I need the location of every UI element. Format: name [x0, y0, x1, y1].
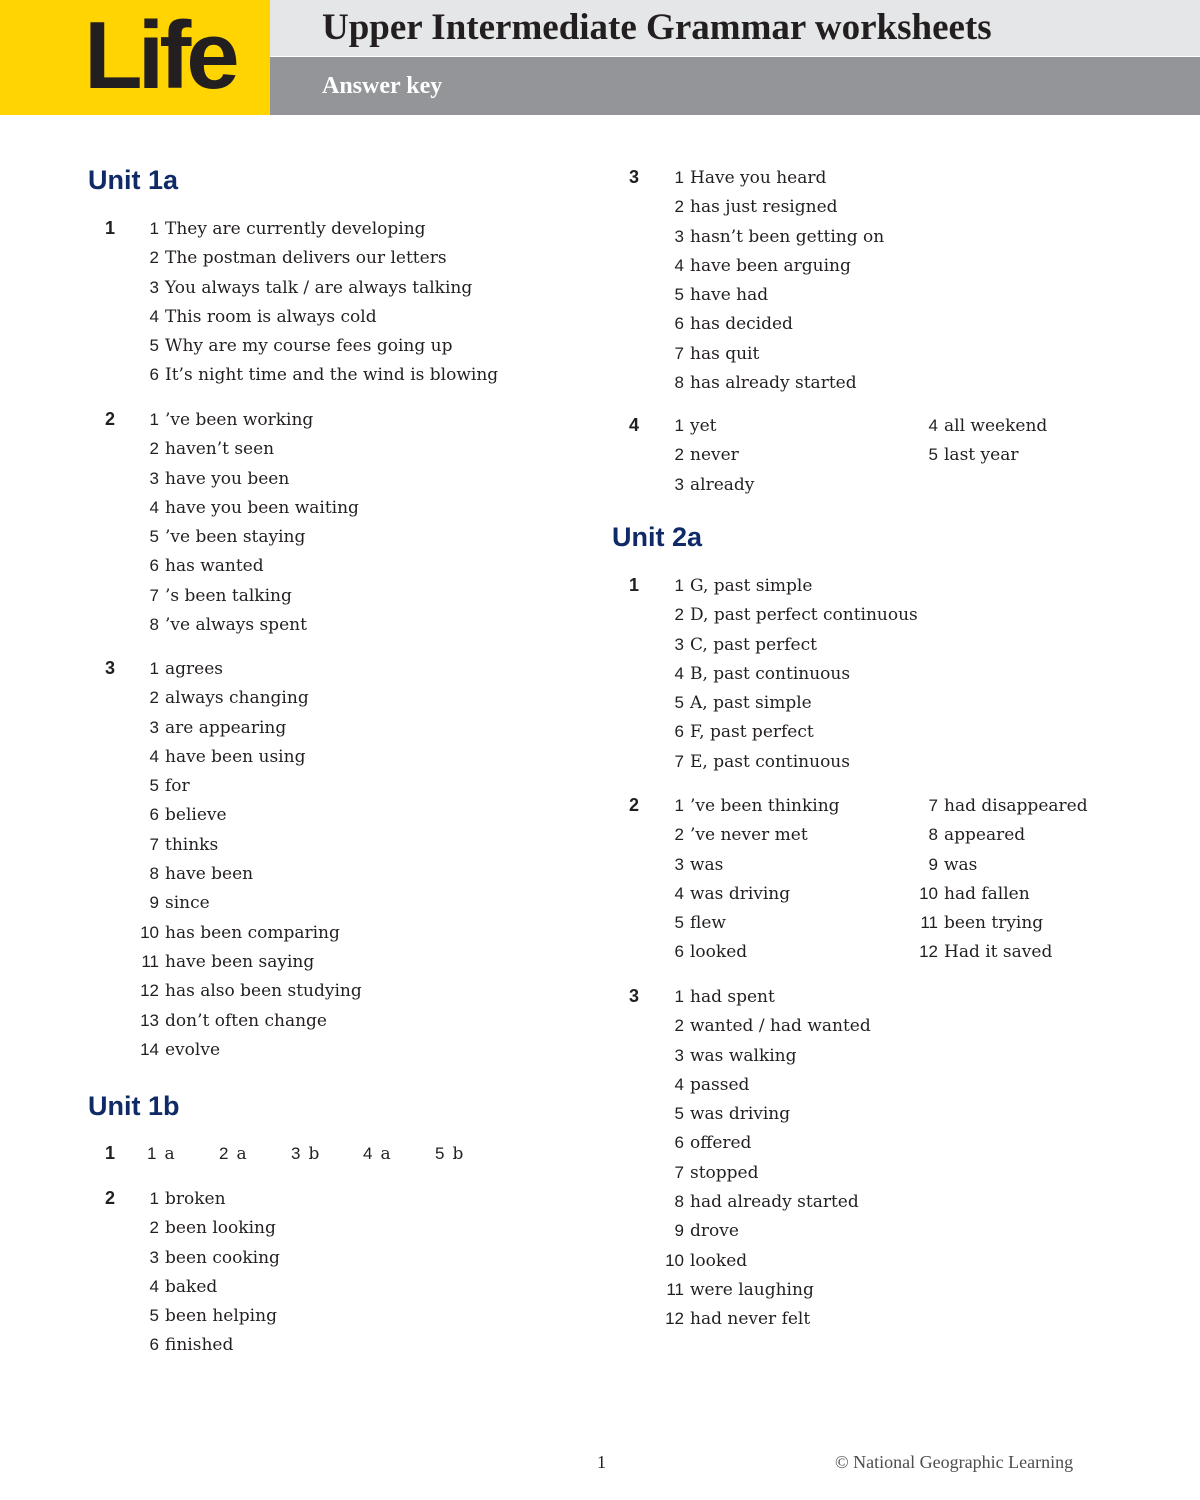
answer-item [662, 630, 918, 659]
answer-number: 8 [674, 1192, 684, 1212]
answer-text: ’ve always spent [165, 615, 307, 636]
answer-text: always changing [165, 688, 309, 709]
exercise-number: 2 [629, 795, 640, 815]
answer-text: have you been waiting [165, 497, 359, 518]
answer-number: 7 [674, 751, 684, 771]
exercise-number: 4 [629, 415, 640, 435]
answer-text: looked [690, 942, 748, 963]
answer-item [137, 434, 359, 463]
answer-number: 1 [149, 219, 159, 238]
answer-number: 1 [674, 796, 684, 815]
answer-item [662, 280, 884, 309]
answer-number: 4 [928, 416, 938, 435]
answer-item [137, 771, 362, 800]
answer-item [137, 551, 359, 580]
document-subtitle: Answer key [322, 73, 443, 99]
answer-item [662, 850, 840, 879]
answer-number: 8 [928, 825, 938, 845]
answer-text: has already started [690, 373, 857, 394]
answer-list [137, 405, 359, 639]
answer-number: 5 [149, 1306, 159, 1326]
answer-text: for [165, 776, 190, 797]
answer-text: has just resigned [690, 197, 838, 218]
answer-item [662, 937, 840, 966]
answer-item [662, 1128, 871, 1157]
answer-number: 4 [363, 1144, 373, 1163]
answer-text: This room is always cold [165, 306, 377, 327]
answer-number: 9 [928, 854, 938, 874]
answer-item [916, 908, 1088, 937]
answer-text: agrees [165, 659, 223, 679]
exercise-number: 1 [105, 1143, 116, 1163]
answer-text: baked [165, 1276, 218, 1297]
answer-item [662, 1187, 871, 1216]
answer-text: Had it saved [944, 942, 1053, 963]
answer-number: 5 [674, 1104, 684, 1124]
answer-number: 8 [149, 615, 159, 635]
answer-item [662, 440, 754, 469]
answer-number: 1 [149, 659, 159, 678]
subtitle-band [270, 57, 1200, 115]
answer-item [662, 571, 918, 600]
answer-number: 10 [140, 922, 159, 942]
answer-text: ’ve been working [165, 410, 314, 430]
answer-item [137, 493, 359, 522]
answer-text: had spent [690, 987, 775, 1007]
answer-text: had already started [690, 1192, 859, 1213]
answer-item [662, 820, 840, 849]
answer-item [137, 654, 362, 683]
answer-number: 1 [149, 1189, 159, 1208]
answer-text: all weekend [944, 416, 1048, 436]
answer-number: 12 [140, 981, 159, 1001]
answer-item [137, 405, 359, 434]
answer-number: 14 [140, 1039, 159, 1059]
answer-number: 4 [149, 306, 159, 326]
answer-item [137, 1272, 280, 1301]
answer-item [662, 982, 871, 1011]
answer-number: 10 [919, 883, 938, 903]
answer-number: 5 [149, 776, 159, 796]
answer-item [137, 331, 498, 360]
exercise-number: 1 [105, 218, 116, 238]
answer-item [662, 411, 754, 440]
answer-text: a [236, 1144, 247, 1164]
answer-text: passed [690, 1074, 750, 1095]
answer-item [662, 717, 918, 746]
answer-item [137, 214, 498, 243]
answer-text: were laughing [690, 1279, 814, 1300]
answer-text: was driving [690, 883, 791, 904]
answer-number: 4 [149, 497, 159, 517]
answer-item [662, 470, 754, 499]
answer-text: finished [165, 1335, 234, 1356]
answer-text: has also been studying [165, 981, 362, 1002]
answer-item [916, 411, 1047, 440]
answer-item [137, 859, 362, 888]
answer-number: 3 [149, 1247, 159, 1267]
answer-number: 4 [149, 746, 159, 766]
answer-number: 5 [674, 693, 684, 713]
answer-number: 9 [149, 893, 159, 913]
answer-item [137, 360, 498, 389]
answer-number: 2 [149, 248, 159, 268]
answer-number: 1 [674, 168, 684, 187]
answer-text: was [690, 854, 724, 875]
answer-item [916, 879, 1088, 908]
copyright-notice: © National Geographic Learning [835, 1452, 1074, 1472]
answer-number: 8 [149, 864, 159, 884]
answer-text: thinks [165, 834, 219, 855]
answer-item [916, 440, 1047, 469]
answer-item [662, 1275, 871, 1304]
answer-text: offered [690, 1133, 752, 1154]
answer-item [662, 192, 884, 221]
answer-text: wanted / had wanted [690, 1016, 871, 1037]
answer-text: a [380, 1144, 391, 1164]
answer-text: was [944, 854, 978, 875]
answer-item [662, 879, 840, 908]
answer-item [662, 659, 918, 688]
answer-text: ’ve never met [690, 825, 808, 846]
answer-list [137, 1184, 280, 1360]
answer-number: 4 [674, 883, 684, 903]
answer-item [662, 339, 884, 368]
answer-number: 3 [674, 226, 684, 246]
answer-text: has decided [690, 314, 793, 335]
answer-item [137, 1243, 280, 1272]
answer-text: ’s been talking [165, 585, 292, 606]
answer-item [662, 688, 918, 717]
answer-number: 6 [149, 1335, 159, 1355]
unit-2a-heading: Unit 2a [612, 522, 703, 552]
answer-item [662, 791, 840, 820]
answer-item [137, 1035, 362, 1064]
answer-text: was walking [690, 1045, 797, 1066]
answer-number: 6 [674, 722, 684, 742]
answer-number: 11 [666, 1279, 684, 1299]
answer-text: flew [690, 913, 726, 934]
answer-text: was driving [690, 1104, 791, 1125]
answer-item [137, 581, 359, 610]
answer-number: 2 [674, 1016, 684, 1036]
exercise-number: 3 [629, 986, 640, 1006]
answer-item [916, 937, 1088, 966]
answer-number: 1 [149, 410, 159, 429]
answer-text: haven’t seen [165, 439, 275, 460]
answer-text: hasn’t been getting on [690, 226, 885, 247]
answer-item [137, 1184, 280, 1213]
answer-number: 3 [291, 1144, 301, 1163]
document-title: Upper Intermediate Grammar worksheets [322, 7, 992, 48]
answer-number: 2 [149, 1218, 159, 1238]
exercise-number: 2 [105, 1188, 116, 1208]
answer-text: E, past continuous [690, 751, 850, 772]
exercise-number: 1 [629, 575, 640, 595]
logo-panel [0, 0, 270, 115]
answer-item [435, 1139, 463, 1169]
answer-number: 4 [674, 255, 684, 275]
answer-text: You always talk / are always talking [165, 277, 473, 298]
answer-item [219, 1139, 247, 1169]
answer-number: 2 [674, 605, 684, 625]
answer-item [137, 522, 359, 551]
answer-item [662, 600, 918, 629]
answer-item [137, 888, 362, 917]
answer-item [137, 918, 362, 947]
answer-item [137, 830, 362, 859]
answer-text: Have you heard [690, 168, 827, 188]
answer-number: 1 [147, 1144, 157, 1163]
answer-item [662, 1041, 871, 1070]
answer-item [662, 1158, 871, 1187]
answer-text: have been using [165, 746, 306, 767]
answer-text: It’s night time and the wind is blowing [165, 365, 499, 386]
answer-number: 8 [674, 373, 684, 393]
answer-number: 2 [674, 197, 684, 217]
answer-text: been helping [165, 1306, 277, 1327]
answer-text: ’ve been staying [165, 527, 306, 548]
answer-text: looked [690, 1250, 748, 1271]
answer-text: been trying [944, 913, 1044, 934]
answer-item [137, 273, 498, 302]
answer-number: 2 [219, 1144, 229, 1163]
answer-text: been looking [165, 1218, 276, 1239]
answer-text: have been saying [165, 951, 315, 972]
answer-text: evolve [165, 1039, 221, 1060]
answer-text: stopped [690, 1162, 759, 1183]
answer-item [137, 1006, 362, 1035]
answer-number: 7 [674, 1162, 684, 1182]
answer-text: has quit [690, 343, 760, 364]
answer-text: b [452, 1144, 464, 1164]
answer-list [662, 982, 871, 1334]
answer-item [363, 1139, 391, 1169]
answer-item [137, 464, 359, 493]
answer-item [147, 1139, 175, 1169]
unit-1b-heading: Unit 1b [88, 1091, 180, 1121]
answer-text: already [690, 474, 755, 495]
answer-number: 3 [674, 1045, 684, 1065]
answer-number: 6 [149, 365, 159, 385]
answer-text: A, past simple [690, 693, 812, 714]
answer-item [662, 908, 840, 937]
answer-list [662, 571, 918, 776]
answer-text: last year [944, 445, 1019, 466]
answer-number: 5 [928, 445, 938, 465]
answer-item [137, 243, 498, 272]
answer-number: 5 [435, 1144, 445, 1163]
answer-number: 6 [674, 1133, 684, 1153]
answer-text: have been [165, 864, 254, 885]
answer-number: 7 [928, 796, 938, 815]
answer-item [137, 610, 359, 639]
answer-item [662, 1304, 871, 1333]
answer-list-column-1 [662, 791, 840, 967]
answer-number: 3 [674, 474, 684, 494]
answer-number: 13 [140, 1010, 159, 1030]
answer-number: 2 [674, 825, 684, 845]
unit-1a-heading: Unit 1a [88, 165, 179, 195]
answer-number: 4 [674, 1074, 684, 1094]
answer-item [137, 1330, 280, 1359]
answer-number: 1 [674, 576, 684, 595]
answer-text: B, past continuous [690, 663, 851, 684]
answer-number: 4 [674, 663, 684, 683]
exercise-number: 2 [105, 409, 116, 429]
life-logo: Life [84, 2, 235, 109]
page-number: 1 [597, 1452, 606, 1472]
answer-number: 5 [674, 913, 684, 933]
answer-text: had never felt [690, 1309, 811, 1330]
answer-item [662, 747, 918, 776]
answer-number: 2 [674, 445, 684, 465]
answer-number: 10 [665, 1250, 684, 1270]
answer-text: broken [165, 1189, 226, 1209]
answer-item [916, 820, 1088, 849]
answer-text: D, past perfect continuous [690, 605, 918, 626]
answer-list-column-1 [662, 411, 754, 499]
answer-number: 9 [674, 1221, 684, 1241]
answer-number: 5 [674, 285, 684, 305]
answer-text: F, past perfect [690, 722, 814, 743]
answer-number: 11 [141, 951, 159, 971]
exercise-number: 3 [105, 658, 116, 678]
answer-number: 3 [674, 854, 684, 874]
answer-text: G, past simple [690, 576, 813, 596]
answer-number: 12 [919, 942, 938, 962]
answer-text: have had [690, 285, 769, 306]
answer-text: drove [690, 1221, 739, 1242]
answer-text: has been comparing [165, 922, 340, 943]
answer-item [137, 800, 362, 829]
answer-text: has wanted [165, 556, 264, 577]
answer-number: 5 [149, 527, 159, 547]
answer-text: have been arguing [690, 255, 851, 276]
answer-text: They are currently developing [165, 219, 426, 239]
answer-item [137, 1213, 280, 1242]
answer-number: 1 [674, 416, 684, 435]
answer-number: 3 [674, 634, 684, 654]
answer-number: 6 [674, 942, 684, 962]
answer-item [137, 742, 362, 771]
answer-number: 6 [149, 556, 159, 576]
answer-list-column-2 [916, 791, 1088, 967]
answer-number: 4 [149, 1276, 159, 1296]
answer-item [137, 302, 498, 331]
answer-number: 2 [149, 688, 159, 708]
answer-item [662, 163, 884, 192]
answer-text: yet [690, 416, 717, 436]
answer-number: 3 [149, 277, 159, 297]
answer-item [662, 1246, 871, 1275]
answer-number: 2 [149, 439, 159, 459]
answer-item [137, 683, 362, 712]
answer-item [662, 222, 884, 251]
answer-item [662, 368, 884, 397]
answer-text: believe [165, 805, 227, 826]
answer-list [662, 163, 884, 397]
answer-text: b [308, 1144, 320, 1164]
answer-number: 7 [149, 585, 159, 605]
answer-text: had fallen [944, 883, 1030, 904]
answer-text: are appearing [165, 717, 287, 738]
answer-item [291, 1139, 319, 1169]
answer-text: had disappeared [944, 796, 1088, 816]
answer-item [662, 1011, 871, 1040]
answer-list [137, 214, 498, 390]
answer-item [137, 947, 362, 976]
answer-text: a [164, 1144, 175, 1164]
answer-number: 6 [674, 314, 684, 334]
answer-item [662, 1216, 871, 1245]
title-band [270, 0, 1200, 56]
answer-text: never [690, 445, 739, 466]
answer-number: 6 [149, 805, 159, 825]
answer-item [916, 850, 1088, 879]
answer-item [137, 1301, 280, 1330]
answer-number: 3 [149, 717, 159, 737]
answer-text: Why are my course fees going up [165, 336, 453, 357]
answer-list [137, 654, 362, 1064]
answer-number: 11 [920, 913, 938, 933]
answer-number: 7 [674, 343, 684, 363]
exercise-number: 3 [629, 167, 640, 187]
answer-text: since [165, 893, 210, 914]
answer-text: The postman delivers our letters [165, 248, 447, 269]
answer-item [662, 251, 884, 280]
answer-item [662, 1099, 871, 1128]
answer-text: don’t often change [165, 1010, 327, 1031]
answer-number: 1 [674, 987, 684, 1006]
answer-item [137, 976, 362, 1005]
answer-number: 12 [665, 1309, 684, 1329]
answer-number: 7 [149, 834, 159, 854]
answer-text: C, past perfect [690, 634, 817, 655]
answer-text: been cooking [165, 1247, 280, 1268]
answer-item [662, 1070, 871, 1099]
answer-text: ’ve been thinking [690, 796, 840, 816]
answer-item [662, 309, 884, 338]
answer-item [916, 791, 1088, 820]
answer-number: 3 [149, 468, 159, 488]
answer-number: 5 [149, 336, 159, 356]
answer-list-column-2 [916, 411, 1047, 470]
answer-text: appeared [944, 825, 1026, 846]
answer-item [137, 713, 362, 742]
answer-text: have you been [165, 468, 290, 489]
